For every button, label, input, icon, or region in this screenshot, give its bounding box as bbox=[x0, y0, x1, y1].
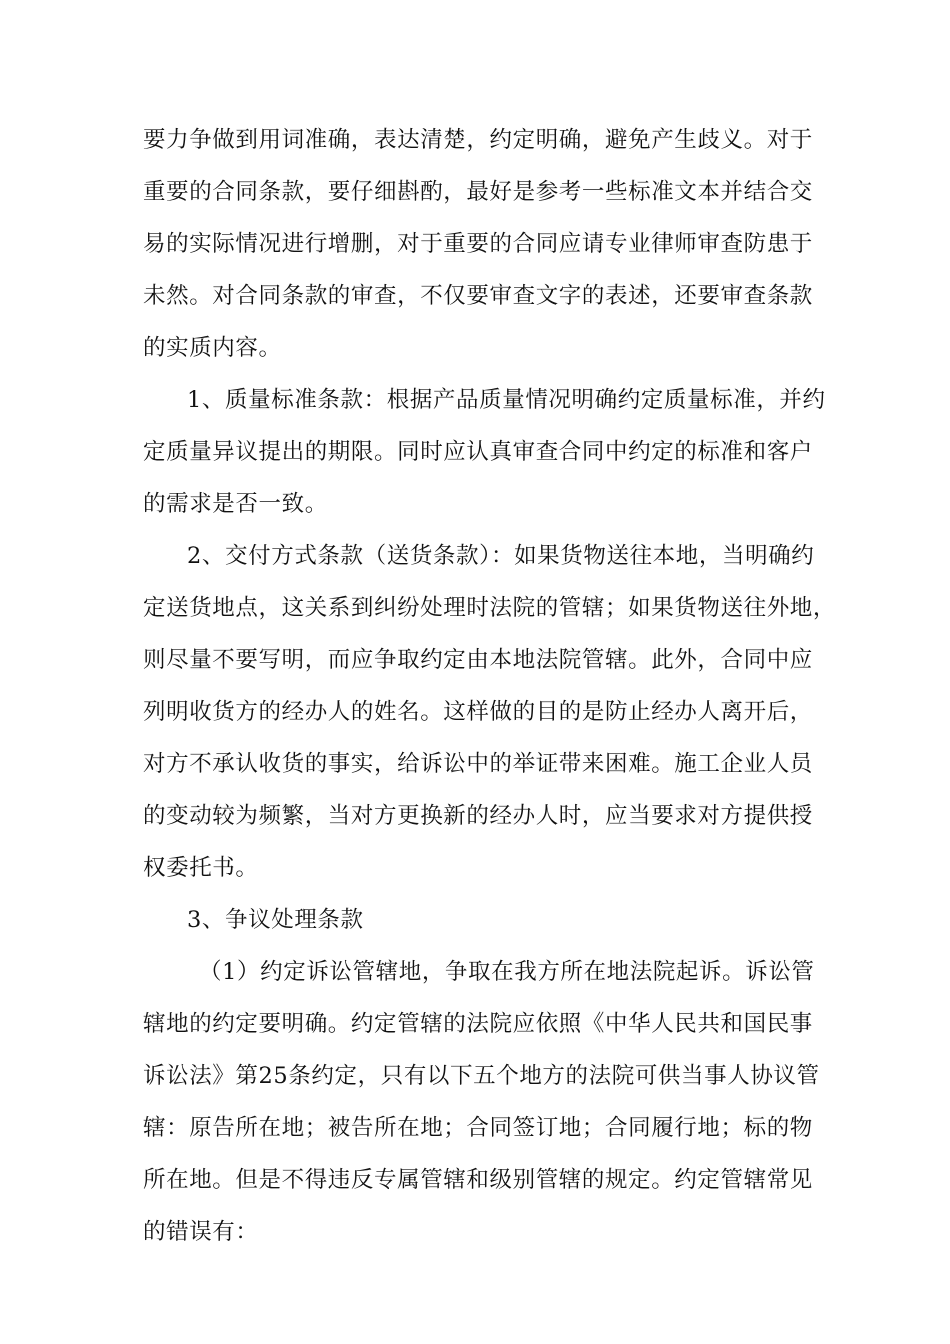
clause-3-1-line: （1）约定诉讼管辖地，争取在我方所在地法院起诉。诉讼管 bbox=[199, 959, 815, 985]
clause-2-line: 则尽量不要写明，而应争取约定由本地法院管辖。此外，合同中应 bbox=[143, 647, 813, 673]
clause-1-line: 的需求是否一致。 bbox=[143, 491, 328, 517]
clause-2-line: 对方不承认收货的事实，给诉讼中的举证带来困难。施工企业人员 bbox=[143, 751, 813, 777]
clause-2-line: 定送货地点，这关系到纠纷处理时法院的管辖；如果货物送往外地， bbox=[143, 595, 837, 621]
paragraph-line: 未然。对合同条款的审查，不仅要审查文字的表述，还要审查条款 bbox=[143, 283, 813, 309]
clause-2-line: 的变动较为频繁，当对方更换新的经办人时，应当要求对方提供授 bbox=[143, 803, 813, 829]
paragraph-line: 重要的合同条款，要仔细斟酌，最好是参考一些标准文本并结合交 bbox=[143, 179, 813, 205]
clause-3-1-line: 辖地的约定要明确。约定管辖的法院应依照《中华人民共和国民事 bbox=[143, 1011, 813, 1037]
clause-3-1-line: 所在地。但是不得违反专属管辖和级别管辖的规定。约定管辖常见 bbox=[143, 1167, 813, 1193]
paragraph-line: 的实质内容。 bbox=[143, 335, 282, 361]
paragraph-line: 易的实际情况进行增删，对于重要的合同应请专业律师审查防患于 bbox=[143, 231, 813, 257]
clause-3-heading: 3、争议处理条款 bbox=[187, 907, 364, 933]
clause-3-1-line: 诉讼法》第25条约定，只有以下五个地方的法院可供当事人协议管 bbox=[143, 1063, 820, 1089]
clause-2-line: 权委托书。 bbox=[143, 855, 259, 881]
clause-1-line: 1、质量标准条款：根据产品质量情况明确约定质量标准，并约 bbox=[187, 387, 826, 413]
clause-3-1-line: 的错误有： bbox=[143, 1219, 259, 1245]
clause-2-line: 列明收货方的经办人的姓名。这样做的目的是防止经办人离开后， bbox=[143, 699, 813, 725]
paragraph-line: 要力争做到用词准确，表达清楚，约定明确，避免产生歧义。对于 bbox=[143, 127, 813, 153]
clause-3-1-line: 辖：原告所在地；被告所在地；合同签订地；合同履行地；标的物 bbox=[143, 1115, 813, 1141]
clause-1-line: 定质量异议提出的期限。同时应认真审查合同中约定的标准和客户 bbox=[143, 439, 813, 465]
clause-2-line: 2、交付方式条款（送货条款）：如果货物送往本地，当明确约 bbox=[187, 543, 815, 569]
